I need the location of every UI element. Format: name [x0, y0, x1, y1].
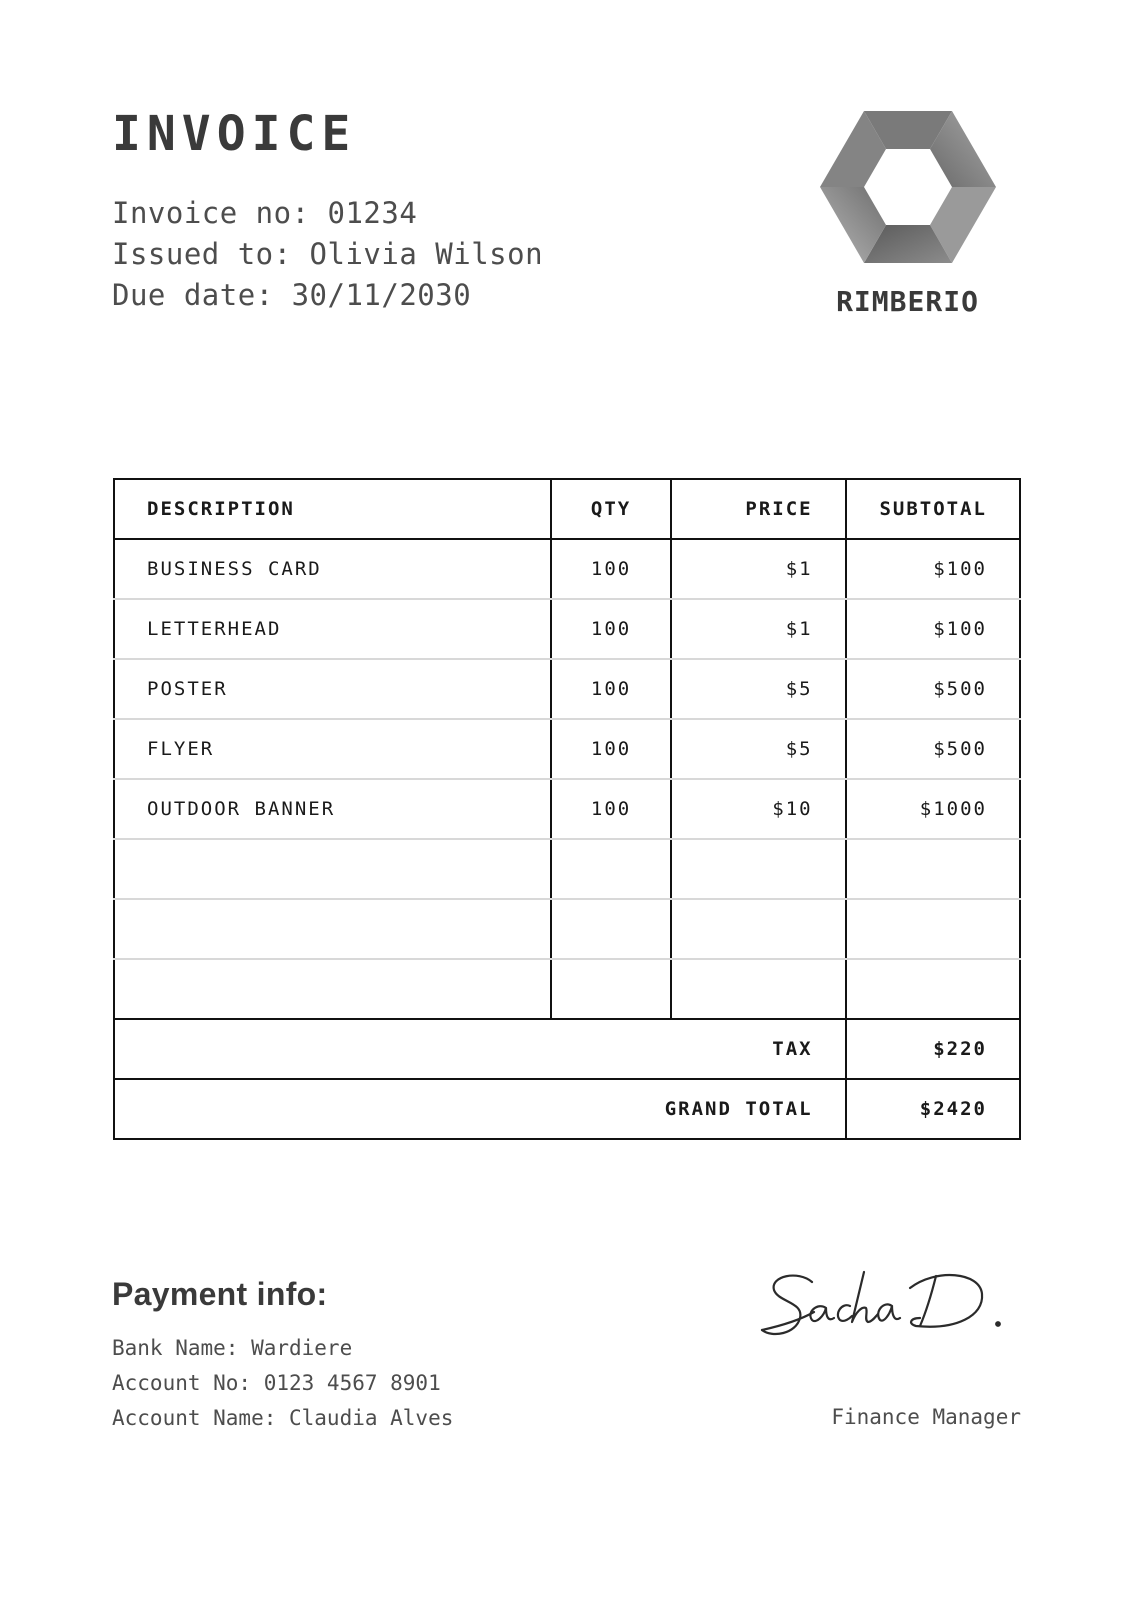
- account-number: Account No: 0123 4567 8901: [112, 1371, 441, 1395]
- signer-role: Finance Manager: [831, 1405, 1021, 1429]
- tax-value: $220: [846, 1019, 1020, 1079]
- item-subtotal: $500: [846, 659, 1020, 719]
- brand-name: RIMBERIO: [836, 285, 979, 318]
- item-description: POSTER: [114, 659, 551, 719]
- column-header-price: PRICE: [671, 479, 845, 539]
- column-header-qty: QTY: [551, 479, 671, 539]
- item-price: $1: [671, 599, 845, 659]
- table-row-empty: [114, 839, 1020, 899]
- item-qty: 100: [551, 539, 671, 599]
- empty-cell: [671, 839, 845, 899]
- invoice-title: INVOICE: [112, 106, 357, 162]
- item-subtotal: $500: [846, 719, 1020, 779]
- empty-cell: [551, 839, 671, 899]
- item-price: $5: [671, 719, 845, 779]
- empty-cell: [551, 959, 671, 1019]
- column-header-description: DESCRIPTION: [114, 479, 551, 539]
- bank-name: Bank Name: Wardiere: [112, 1336, 353, 1360]
- table-header-row: [114, 479, 1020, 539]
- empty-cell: [671, 899, 845, 959]
- item-subtotal: $100: [846, 599, 1020, 659]
- empty-cell: [846, 899, 1020, 959]
- table-row: [114, 719, 1020, 779]
- item-price: $5: [671, 659, 845, 719]
- item-description: FLYER: [114, 719, 551, 779]
- grand-total-value: $2420: [846, 1079, 1020, 1139]
- empty-cell: [846, 959, 1020, 1019]
- account-name: Account Name: Claudia Alves: [112, 1406, 454, 1430]
- signature-image: [760, 1268, 1025, 1358]
- tax-label: TAX: [114, 1019, 846, 1079]
- invoice-meta: [112, 193, 543, 316]
- due-date: Due date: 30/11/2030: [112, 278, 472, 312]
- empty-cell: [114, 959, 551, 1019]
- empty-cell: [671, 959, 845, 1019]
- item-price: $10: [671, 779, 845, 839]
- empty-cell: [846, 839, 1020, 899]
- grand-total-label: GRAND TOTAL: [114, 1079, 846, 1139]
- item-qty: 100: [551, 659, 671, 719]
- payment-info: [112, 1331, 453, 1436]
- item-subtotal: $100: [846, 539, 1020, 599]
- table-row-empty: [114, 959, 1020, 1019]
- table-row: [114, 659, 1020, 719]
- item-qty: 100: [551, 719, 671, 779]
- item-price: $1: [671, 539, 845, 599]
- issued-to: Issued to: Olivia Wilson: [112, 237, 544, 271]
- item-qty: 100: [551, 599, 671, 659]
- empty-cell: [114, 899, 551, 959]
- item-description: BUSINESS CARD: [114, 539, 551, 599]
- table-row: [114, 779, 1020, 839]
- grand-total-row: [114, 1079, 1020, 1139]
- hexagon-logo-icon: [820, 111, 996, 263]
- empty-cell: [114, 839, 551, 899]
- empty-cell: [551, 899, 671, 959]
- table-row-empty: [114, 899, 1020, 959]
- item-qty: 100: [551, 779, 671, 839]
- payment-info-title: Payment info:: [112, 1276, 328, 1312]
- item-description: LETTERHEAD: [114, 599, 551, 659]
- table-row: [114, 599, 1020, 659]
- tax-row: [114, 1019, 1020, 1079]
- invoice-items-table: [113, 478, 1021, 1140]
- column-header-subtotal: SUBTOTAL: [846, 479, 1020, 539]
- invoice-number: Invoice no: 01234: [112, 196, 418, 230]
- item-description: OUTDOOR BANNER: [114, 779, 551, 839]
- table-row: [114, 539, 1020, 599]
- item-subtotal: $1000: [846, 779, 1020, 839]
